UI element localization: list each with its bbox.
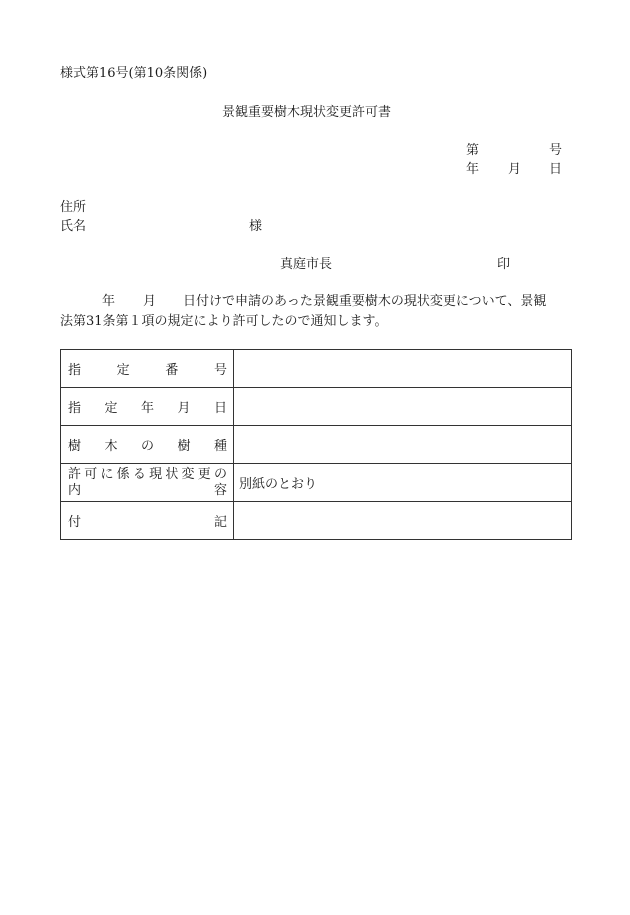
table-row [61,502,572,540]
tree-species-value [234,426,572,464]
seal-mark: 印 [497,257,511,272]
body-month: 月 [143,294,157,309]
notes-value [234,502,572,540]
designation-date-label: 指 定 年 月 日 [61,388,234,426]
designation-date-value [234,388,572,426]
issuer-title: 真庭市長 [280,257,333,272]
body-year: 年 [102,294,116,309]
designation-number-label: 指 定 番 号 [61,350,234,388]
notes-label: 付 記 [61,502,234,540]
table-row [61,464,572,502]
change-content-label: 許 可 に 係 る 現 状 変 更 の 内 容 [61,464,234,502]
form-number-label: 様式第16号(第10条関係) [60,66,208,81]
tree-species-label: 樹 木 の 樹 種 [61,426,234,464]
name-label: 氏名 [60,219,87,234]
reference-number-suffix: 号 [549,143,563,158]
issue-date-year: 年 [466,162,480,177]
body-text-line1: 日付けで申請のあった景観重要樹木の現状変更について、景観 [183,294,547,309]
permit-details-table [60,349,572,540]
body-text-line2: 法第31条第１項の規定により許可したので通知します。 [60,314,388,329]
table-row [61,350,572,388]
change-content-value: 別紙のとおり [234,464,572,502]
designation-number-value [234,350,572,388]
address-label: 住所 [60,200,87,215]
reference-number-prefix: 第 [466,143,480,158]
honorific-sama: 様 [249,219,263,234]
table-row [61,388,572,426]
document-title: 景観重要樹木現状変更許可書 [222,105,392,120]
issue-date-month: 月 [508,162,522,177]
issue-date-day: 日 [549,162,563,177]
table-row [61,426,572,464]
